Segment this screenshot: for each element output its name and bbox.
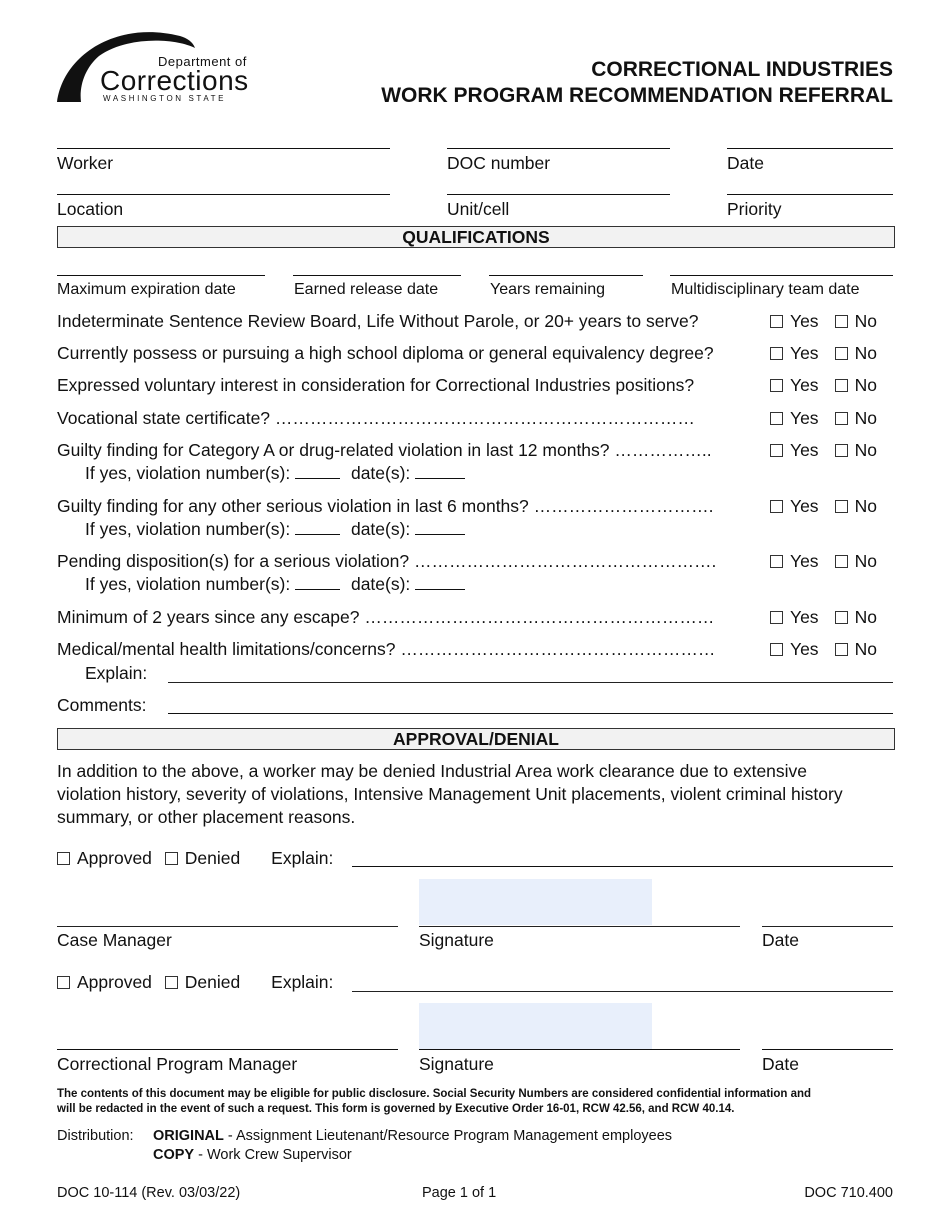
program-manager-explain-field[interactable] [352,991,893,992]
checkbox-icon [835,611,848,624]
medical-explain-label: Explain: [85,663,148,683]
checkbox-icon [770,643,783,656]
approval-note-line1: In addition to the above, a worker may be denied Industrial Area work clearance due to extensive [57,761,808,781]
no-label: No [854,639,877,659]
years-remaining-field[interactable] [489,275,643,276]
category-a-violation-number-field[interactable] [295,477,340,479]
category-a-dates-field[interactable] [415,477,465,479]
checkbox-icon [57,976,70,989]
disclosure-notice [57,1087,811,1117]
program-manager-explain-label: Explain: [271,972,334,992]
question-category-a-options [770,442,877,460]
yes-label: Yes [790,408,819,428]
earned-release-date-label: Earned release date [294,281,439,298]
distribution-original [153,1127,672,1146]
mdt-date-field[interactable] [670,275,893,276]
pending-if-yes-row [85,576,465,594]
violation-dates-label: date(s): [350,463,411,483]
question-escape-options [770,609,877,627]
location-field[interactable] [57,194,390,195]
case-manager-denied-checkbox[interactable] [165,848,240,868]
date-label: Date [727,153,764,173]
question-pending-disposition-options [770,553,877,571]
program-manager-label: Correctional Program Manager [57,1054,298,1074]
question-pending-disposition: Pending disposition(s) for a serious violation? ……………………………………………. [57,551,717,571]
vocational-no-checkbox[interactable] [835,410,877,428]
checkbox-icon [770,500,783,513]
approval-note [57,760,843,829]
program-manager-name-field[interactable] [57,1049,398,1050]
checkbox-icon [770,611,783,624]
pending-violation-number-field[interactable] [295,588,340,590]
checkbox-icon [770,379,783,392]
yes-label: Yes [790,607,819,627]
violation-number-label: If yes, violation number(s): [85,463,291,483]
medical-explain-field[interactable] [168,682,893,683]
doc-logo [55,26,255,106]
violation-number-label: If yes, violation number(s): [85,574,291,594]
checkbox-icon [770,347,783,360]
priority-label: Priority [727,199,782,219]
approved-label: Approved [77,848,152,868]
yes-label: Yes [790,496,819,516]
checkbox-icon [835,315,848,328]
mdt-date-label: Multidisciplinary team date [671,281,860,298]
checkbox-icon [835,379,848,392]
case-manager-label: Case Manager [57,930,172,950]
serious-violation-if-yes-row [85,521,465,539]
program-manager-signature-label: Signature [419,1054,494,1074]
case-manager-explain-field[interactable] [352,866,893,867]
program-manager-approved-checkbox[interactable] [57,972,152,992]
case-manager-name-field[interactable] [57,926,398,927]
program-manager-date-label: Date [762,1054,799,1074]
program-manager-decision [57,974,333,992]
pending-yes-checkbox[interactable] [770,553,819,571]
checkbox-icon [770,444,783,457]
isrb-no-checkbox[interactable] [835,313,877,331]
diploma-yes-checkbox[interactable] [770,345,819,363]
question-diploma-options [770,345,877,363]
program-manager-date-field[interactable] [762,1049,893,1050]
no-label: No [854,375,877,395]
no-label: No [854,343,877,363]
logo-department-text: Department of [158,54,247,69]
no-label: No [854,496,877,516]
question-vocational-options [770,410,877,428]
program-manager-signature-field[interactable] [419,1049,740,1050]
distribution-copy [153,1146,672,1165]
program-manager-signature-box[interactable] [419,1003,652,1049]
doc-number-label: DOC number [447,153,551,173]
checkbox-icon [835,555,848,568]
isrb-yes-checkbox[interactable] [770,313,819,331]
distribution-block [57,1127,134,1146]
unit-cell-field[interactable] [447,194,670,195]
vocational-yes-checkbox[interactable] [770,410,819,428]
pending-dates-field[interactable] [415,588,465,590]
no-label: No [854,440,877,460]
yes-label: Yes [790,375,819,395]
question-medical-options [770,641,877,659]
priority-field[interactable] [727,194,893,195]
logo-corrections-text: Corrections [100,65,249,96]
case-manager-signature-label: Signature [419,930,494,950]
earned-release-date-field[interactable] [293,275,461,276]
comments-field[interactable] [168,713,893,714]
date-field[interactable] [727,148,893,149]
escape-yes-checkbox[interactable] [770,609,819,627]
distribution-list [153,1127,672,1165]
disclosure-line1: The contents of this document may be eligible for public disclosure. Social Security Numbers are considered confidential information and [57,1088,812,1100]
form-title [381,57,893,109]
distribution-original-text: - Assignment Lieutenant/Resource Program Management employees [223,1128,673,1144]
max-expiration-date-label: Maximum expiration date [57,281,236,298]
question-category-a-violation: Guilty finding for Category A or drug-related violation in last 12 months? …………….. [57,440,712,460]
approval-note-line3: summary, or other placement reasons. [57,807,356,827]
qualifications-heading: QUALIFICATIONS [57,226,895,248]
comments-label: Comments: [57,695,147,715]
denied-label: Denied [184,848,241,868]
form-title-line2: WORK PROGRAM RECOMMENDATION REFERRAL [381,84,893,107]
interest-yes-checkbox[interactable] [770,377,819,395]
years-remaining-label: Years remaining [490,281,606,298]
form-title-line1: CORRECTIONAL INDUSTRIES [591,58,893,81]
checkbox-icon [770,412,783,425]
question-diploma: Currently possess or pursuing a high school diploma or general equivalency degree? [57,343,714,363]
checkbox-icon [57,852,70,865]
max-expiration-date-field[interactable] [57,275,265,276]
case-manager-decision [57,850,333,868]
serious-violation-yes-checkbox[interactable] [770,498,819,516]
denied-label: Denied [184,972,241,992]
case-manager-date-label: Date [762,930,799,950]
question-medical: Medical/mental health limitations/concerns? ……………………………………………… [57,639,716,659]
no-label: No [854,607,877,627]
no-label: No [854,551,877,571]
diploma-no-checkbox[interactable] [835,345,877,363]
checkbox-icon [165,852,178,865]
question-voluntary-interest: Expressed voluntary interest in consideration for Correctional Industries positions? [57,375,695,395]
case-manager-approved-checkbox[interactable] [57,848,152,868]
checkbox-icon [835,643,848,656]
approved-label: Approved [77,972,152,992]
case-manager-signature-field[interactable] [419,926,740,927]
distribution-original-bold: ORIGINAL [153,1128,224,1144]
checkbox-icon [835,347,848,360]
yes-label: Yes [790,311,819,331]
question-voluntary-interest-options [770,377,877,395]
distribution-copy-bold: COPY [153,1147,195,1163]
worker-label: Worker [57,153,114,173]
page-number: Page 1 of 1 [422,1185,497,1201]
serious-violation-number-field[interactable] [295,533,340,535]
approval-note-line2: violation history, severity of violations, Intensive Management Unit placements, violent criminal history [57,784,843,804]
question-serious-violation: Guilty finding for any other serious violation in last 6 months? …………………………. [57,496,714,516]
question-vocational-certificate: Vocational state certificate? ……………………………………………………………… [57,408,695,428]
question-serious-violation-options [770,498,877,516]
serious-violation-no-checkbox[interactable] [835,498,877,516]
yes-label: Yes [790,639,819,659]
violation-dates-label: date(s): [350,519,411,539]
approval-heading: APPROVAL/DENIAL [57,728,895,750]
checkbox-icon [835,412,848,425]
yes-label: Yes [790,440,819,460]
checkbox-icon [770,555,783,568]
distribution-copy-text: - Work Crew Supervisor [194,1147,352,1163]
category-a-yes-checkbox[interactable] [770,442,819,460]
yes-label: Yes [790,343,819,363]
violation-dates-label: date(s): [350,574,411,594]
form-number: DOC 10-114 (Rev. 03/03/22) [57,1185,241,1201]
case-manager-explain-label: Explain: [271,848,334,868]
yes-label: Yes [790,551,819,571]
logo-state-text: WASHINGTON STATE [103,94,227,103]
category-a-no-checkbox[interactable] [835,442,877,460]
distribution-label: Distribution: [57,1128,134,1144]
no-label: No [854,311,877,331]
violation-number-label: If yes, violation number(s): [85,519,291,539]
category-a-if-yes-row [85,465,465,483]
serious-violation-dates-field[interactable] [415,533,465,535]
question-escape: Minimum of 2 years since any escape? …………………………………………………… [57,607,715,627]
case-manager-date-field[interactable] [762,926,893,927]
policy-number: DOC 710.400 [804,1185,893,1201]
doc-number-field[interactable] [447,148,670,149]
case-manager-signature-box[interactable] [419,879,652,925]
question-isrb: Indeterminate Sentence Review Board, Life Without Parole, or 20+ years to serve? [57,311,699,331]
medical-no-checkbox[interactable] [835,641,877,659]
worker-field[interactable] [57,148,390,149]
checkbox-icon [770,315,783,328]
disclosure-line2: will be redacted in the event of such a request. This form is governed by Executive Order 16-01, RCW 42.56, and RCW 40.14. [57,1103,735,1115]
medical-yes-checkbox[interactable] [770,641,819,659]
program-manager-denied-checkbox[interactable] [165,972,240,992]
escape-no-checkbox[interactable] [835,609,877,627]
pending-no-checkbox[interactable] [835,553,877,571]
unit-cell-label: Unit/cell [447,199,510,219]
checkbox-icon [165,976,178,989]
location-label: Location [57,199,124,219]
checkbox-icon [835,500,848,513]
checkbox-icon [835,444,848,457]
question-isrb-options [770,313,877,331]
no-label: No [854,408,877,428]
interest-no-checkbox[interactable] [835,377,877,395]
